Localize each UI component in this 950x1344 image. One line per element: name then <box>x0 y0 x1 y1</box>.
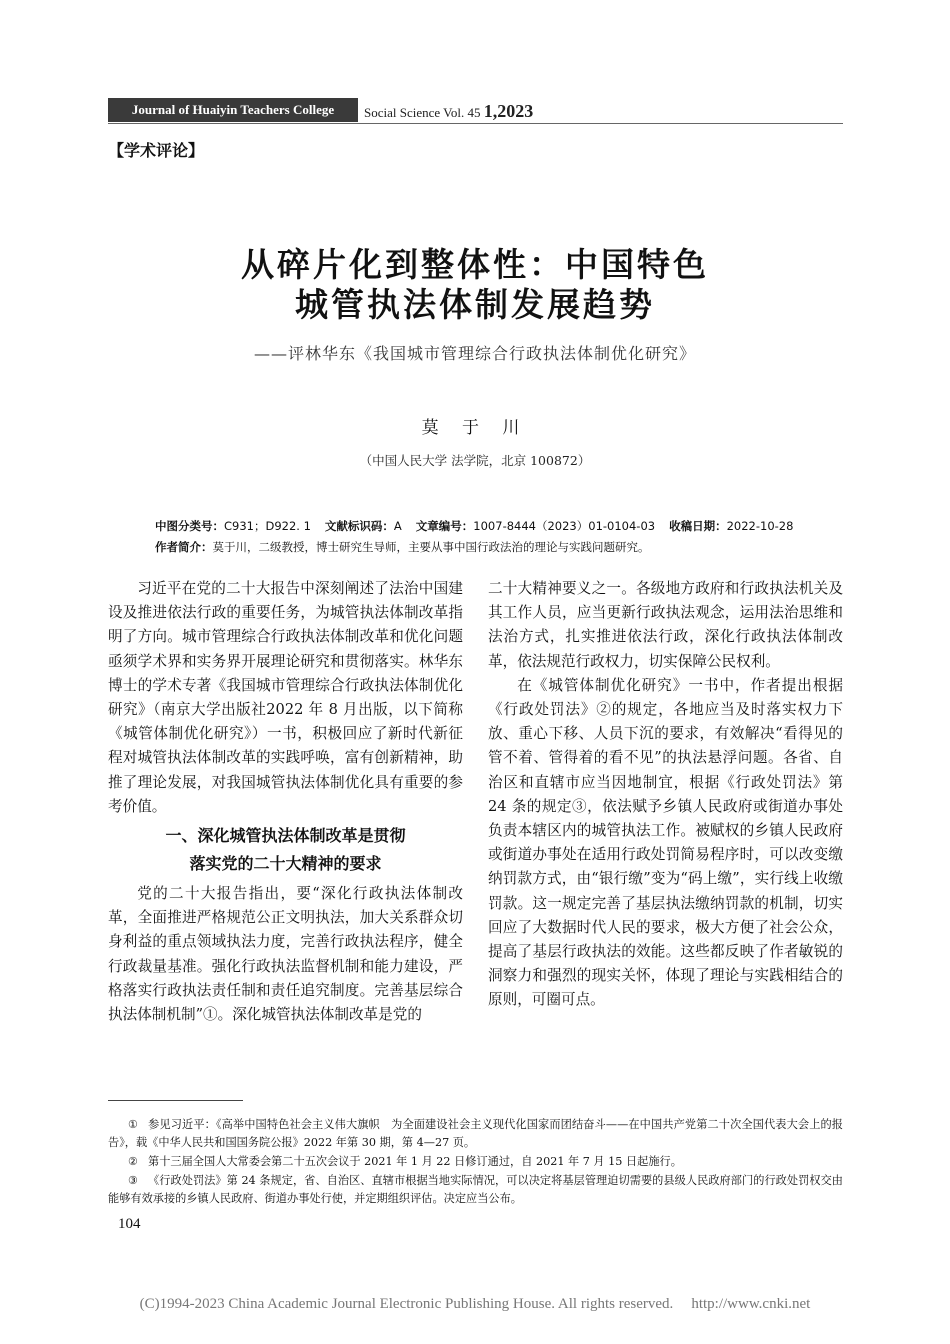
body-right-column <box>488 577 843 1013</box>
journal-year: ,2023 <box>492 101 534 121</box>
doc-code-value: A <box>393 519 402 533</box>
article-no-label: 文章编号： <box>415 519 474 533</box>
section-heading-1 <box>108 822 463 878</box>
footnote-text: 第十三届全国人大常委会第二十五次会议于 2021 年 1 月 22 日修订通过，自 2021 年 7 月 15 日起施行。 <box>148 1155 682 1168</box>
body-paragraph: 二十大精神要义之一。各级地方政府和行政执法机关及其工作人员，应当更新行政执法观念，运用法治思维和法治方式，扎实推进依法行政，深化行政执法体制改革，依法规范行政权力，切实保障公民权利。 <box>488 580 843 670</box>
article-metadata <box>155 517 845 535</box>
journal-issue: 1 <box>483 101 493 121</box>
bio-label: 作者简介： <box>155 540 213 554</box>
article-title-line2: 城管执法体制发展趋势 <box>295 285 655 324</box>
author-affiliation: （中国人民大学 法学院，北京 100872） <box>359 453 591 468</box>
cnki-link[interactable]: http://www.cnki.net <box>691 1296 811 1312</box>
section-heading-1-line1: 一、深化城管执法体制改革是贯彻 <box>165 826 406 846</box>
journal-issue-info <box>364 100 533 124</box>
footnote-2 <box>108 1153 843 1171</box>
footnotes <box>108 1116 843 1209</box>
footnote-marker: ① <box>127 1118 139 1131</box>
author-bio <box>155 538 845 556</box>
body-left-column <box>108 577 463 1027</box>
footnote-marker: ③ <box>127 1174 139 1187</box>
article-subtitle: ——评林华东《我国城市管理综合行政执法体制优化研究》 <box>253 344 696 363</box>
footnote-3 <box>108 1172 843 1208</box>
received-label: 收稿日期： <box>669 519 727 533</box>
bio-value: 莫于川，二级教授，博士研究生导师，主要从事中国行政法治的理论与实践问题研究。 <box>212 540 650 554</box>
footnote-rule <box>108 1100 243 1101</box>
author-name: 莫 于 川 <box>421 418 529 438</box>
journal-series: Social Science Vol. 45 <box>364 105 481 120</box>
page-number: 104 <box>118 1216 141 1232</box>
article-no-value: 1007-8444（2023）01-0104-03 <box>473 519 656 533</box>
copyright-line <box>0 1296 950 1313</box>
body-paragraph: 在《城管体制优化研究》一书中，作者提出根据《行政处罚法》②的规定，各地应当及时落实权力下放、重心下移、人员下沉的要求，有效解决“看得见的管不着、管得着的看不见”的执法悬浮问题。各省、自治区和直辖市应当因地制宜，根据《行政处罚法》第 24 条的规定③，依法赋予乡镇人民政府或街道办事处负责本辖区内的城管执法工作。被赋权的乡镇人民政府或街道办事处在适用行政处罚简易程序时，可以改变缴纳罚款方式，由“银行缴”变为“码上缴”，实行线上收缴罚款。这一规定完善了基层执法缴纳罚款的机制，切实回应了大数据时代人民的要求，极大方便了社会公众，提高了基层行政执法的效能。这些都反映了作者敏锐的洞察力和强烈的现实关怀，体现了理论与实践相结合的原则，可圈可点。 <box>488 676 843 1009</box>
footnote-text: 参见习近平：《高举中国特色社会主义伟大旗帜 为全面建设社会主义现代化国家而团结奋斗——在中国共产党第二十次全国代表大会上的报告》，载《中华人民共和国国务院公报》2022 年第 30 期，第 4—27 页。 <box>108 1118 843 1149</box>
clc-value: C931；D922. 1 <box>224 519 311 533</box>
doc-code-label: 文献标识码： <box>324 519 394 533</box>
copyright-text: (C)1994-2023 China Academic Journal Electronic Publishing House. All rights reserved. <box>139 1296 674 1312</box>
section-heading-1-line2: 落实党的二十大精神的要求 <box>189 854 382 874</box>
clc-label: 中图分类号： <box>155 519 224 533</box>
footnote-text: 《行政处罚法》第 24 条规定，省、自治区、直辖市根据当地实际情况，可以决定将基层管理迫切需要的县级人民政府部门的行政处罚权交由能够有效承接的乡镇人民政府、街道办事处行使，并定期组织评估。决定应当公布。 <box>108 1174 843 1205</box>
header-rule <box>108 123 843 124</box>
received-value: 2022-10-28 <box>726 519 794 533</box>
footnote-marker: ② <box>127 1155 139 1168</box>
footnote-1 <box>108 1116 843 1152</box>
section-tag: 【学术评论】 <box>108 141 205 160</box>
body-paragraph: 党的二十大报告指出，要“深化行政执法体制改革，全面推进严格规范公正文明执法，加大关系群众切身利益的重点领域执法力度，完善行政执法程序，健全行政裁量基准。强化行政执法监督机制和能力建设，严格落实行政执法责任制和责任追究制度。完善基层综合执法体制机制”①。深化城管执法体制改革是党的 <box>108 885 463 1024</box>
article-title-line1: 从碎片化到整体性：中国特色 <box>241 245 709 284</box>
journal-name-box: Journal of Huaiyin Teachers College <box>108 98 358 122</box>
body-paragraph: 习近平在党的二十大报告中深刻阐述了法治中国建设及推进依法行政的重要任务，为城管执法体制改革指明了方向。城市管理综合行政执法体制改革和优化问题亟须学术界和实务界开展理论研究和贯彻落实。林华东博士的学术专著《我国城市管理综合行政执法体制优化研究》（南京大学出版社2022 年 8 月出版，以下简称《城管体制优化研究》）一书，积极回应了新时代新征程对城管执法体制改革的实践呼唤，富有创新精神，助推了理论发展，对我国城管执法体制优化具有重要的参考价值。 <box>108 580 463 815</box>
